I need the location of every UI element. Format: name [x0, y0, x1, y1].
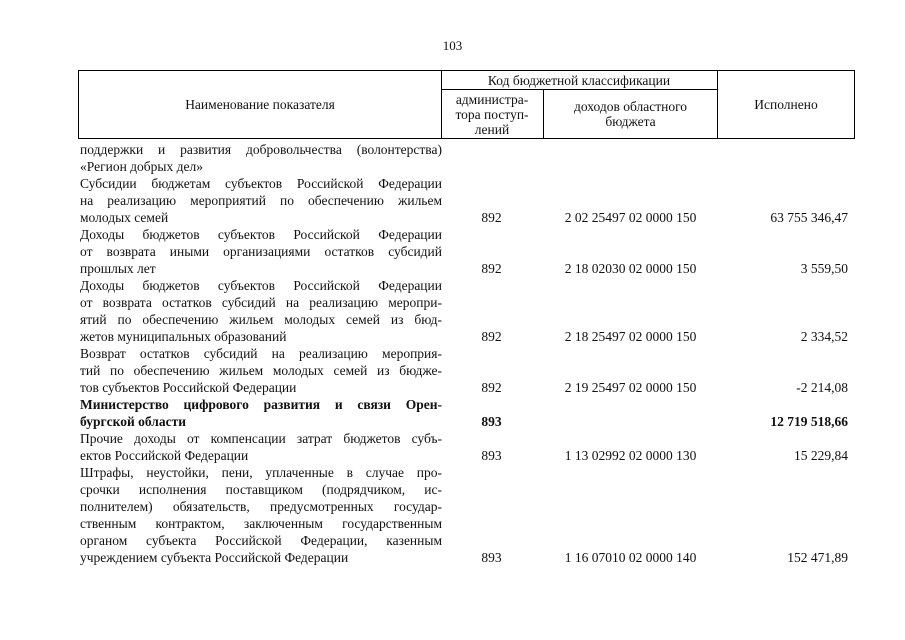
table-row: [78, 226, 855, 277]
executed-amount: -2 214,08: [796, 380, 848, 395]
administrator-code: 893: [481, 414, 502, 429]
executed-amount: 15 229,84: [794, 448, 848, 463]
administrator-code: 893: [481, 550, 502, 565]
income-code: 2 19 25497 02 0000 150: [564, 380, 697, 395]
page-number: 103: [442, 38, 463, 53]
table-row: [78, 430, 855, 464]
indicator-name-line: ственным контрактом, заключенным государственным: [80, 516, 442, 531]
administrator-code: 892: [481, 329, 502, 344]
indicator-name-line: молодых семей: [80, 210, 169, 225]
table-row: [78, 396, 855, 430]
indicator-name-line: Доходы бюджетов субъектов Российской Федерации: [80, 278, 442, 293]
table-row: [78, 277, 855, 345]
indicator-name: [78, 141, 442, 175]
administrator-code: 892: [481, 380, 502, 395]
executed-amount: 152 471,89: [787, 550, 848, 565]
table-row: [78, 345, 855, 396]
indicator-name-line: от возврата иными организациями остатков субсидий: [80, 244, 442, 259]
indicator-name: [78, 345, 442, 396]
indicator-name-line: Доходы бюджетов субъектов Российской Федерации: [80, 227, 442, 242]
header-executed-column: Исполнено: [754, 97, 818, 112]
income-code: 1 16 07010 02 0000 140: [564, 550, 697, 565]
indicator-name-line: «Регион добрых дел»: [80, 159, 203, 174]
table-header: [78, 70, 855, 139]
indicator-name: [78, 464, 442, 566]
indicator-name-line: на реализацию мероприятий по обеспечению жильем: [80, 193, 442, 208]
table-row: [78, 464, 855, 566]
executed-amount: 63 755 346,47: [770, 210, 848, 225]
income-code: 2 02 25497 02 0000 150: [564, 210, 697, 225]
table-row: [78, 175, 855, 226]
indicator-name: [78, 175, 442, 226]
header-admin-line: администра-: [455, 91, 529, 107]
table-row: [78, 141, 855, 175]
indicator-name-line: ятий по обеспечению жильем молодых семей из бюд-: [80, 312, 442, 327]
administrator-code: 892: [481, 210, 502, 225]
indicator-name-line: учреждением субъекта Российской Федерации: [80, 550, 349, 565]
indicator-name-line: Министерство цифрового развития и связи Орен-: [80, 397, 442, 412]
indicator-name: [78, 226, 442, 277]
table-body: [78, 141, 855, 566]
indicator-name: [78, 396, 442, 430]
indicator-name: [78, 277, 442, 345]
indicator-name-line: поддержки и развития добровольчества (волонтерства): [80, 142, 442, 157]
administrator-code: 893: [481, 448, 502, 463]
indicator-name-line: бургской области: [80, 414, 187, 429]
indicator-name-line: срочки исполнения поставщиком (подрядчиком, ис-: [80, 482, 442, 497]
income-code: 2 18 02030 02 0000 150: [564, 261, 697, 276]
indicator-name-line: тий по обеспечению жильем молодых семей из бюдже-: [80, 363, 442, 378]
indicator-name: [78, 430, 442, 464]
indicator-name-line: тов субъектов Российской Федерации: [80, 380, 297, 395]
header-admin-column: [441, 90, 543, 138]
income-code: 2 18 25497 02 0000 150: [564, 329, 697, 344]
indicator-name-line: прошлых лет: [80, 261, 156, 276]
indicator-name-line: жетов муниципальных образований: [80, 329, 287, 344]
executed-amount: 12 719 518,66: [770, 414, 848, 429]
header-admin-line: тора поступ-: [455, 106, 529, 122]
income-code: 1 13 02992 02 0000 130: [564, 448, 697, 463]
executed-amount: 2 334,52: [800, 329, 848, 344]
header-income-column: [544, 90, 717, 138]
header-name-column: Наименование показателя: [185, 97, 335, 112]
indicator-name-line: Возврат остатков субсидий на реализацию мероприя-: [80, 346, 442, 361]
indicator-name-line: от возврата остатков субсидий на реализацию меропри-: [80, 295, 442, 310]
header-admin-line: лений: [474, 121, 510, 137]
header-classification: Код бюджетной классификации: [487, 72, 671, 88]
indicator-name-line: ектов Российской Федерации: [80, 448, 249, 463]
header-income-line: доходов областного: [573, 99, 688, 114]
indicator-name-line: Прочие доходы от компенсации затрат бюджетов субъ-: [80, 431, 442, 446]
administrator-code: 892: [481, 261, 502, 276]
indicator-name-line: полнителем) обязательств, предусмотренных государ-: [80, 499, 442, 514]
indicator-name-line: Штрафы, неустойки, пени, уплаченные в случае про-: [80, 465, 442, 480]
executed-amount: 3 559,50: [800, 261, 848, 276]
header-income-line: бюджета: [605, 114, 656, 129]
indicator-name-line: Субсидии бюджетам субъектов Российской Федерации: [80, 176, 442, 191]
indicator-name-line: органом субъекта Российской Федерации, казенным: [80, 533, 442, 548]
